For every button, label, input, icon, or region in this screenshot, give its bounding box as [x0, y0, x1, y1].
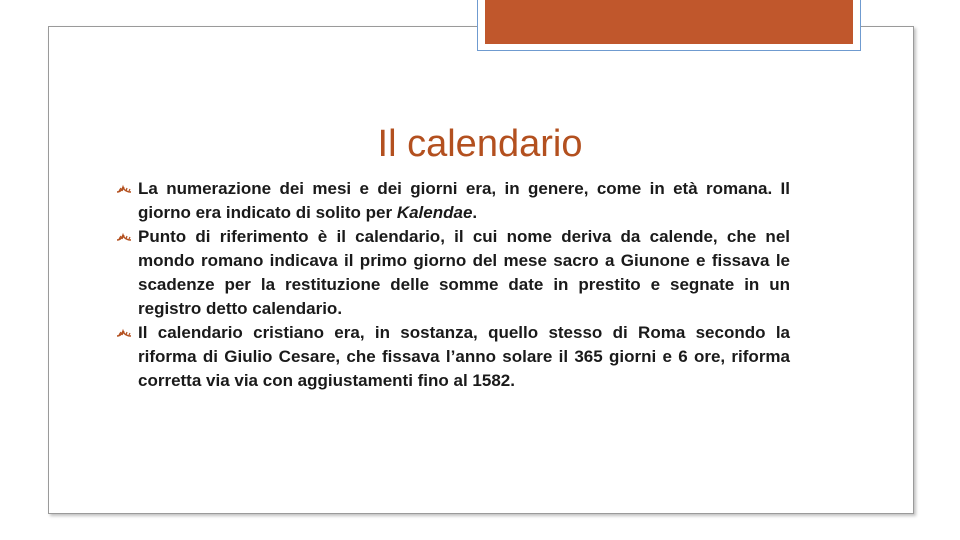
emphasis-kalendae: Kalendae	[396, 203, 473, 222]
bullet-list	[116, 177, 790, 393]
bullet-text-3: Il calendario cristiano era, in sostanza, quello stesso di Roma secondo la riforma di Giulio Cesare, che fissava l’anno solare il 365 giorni e 6 ore, riforma corretta via via con aggiustamenti fino al 1582.	[138, 323, 790, 390]
bullet-item-1	[116, 177, 790, 225]
leaf-scroll-icon	[116, 327, 132, 339]
bullet-text-1: La numerazione dei mesi e dei giorni era, in genere, come in età romana. Il giorno era indicato di solito per Kalendae.	[138, 179, 790, 222]
top-accent-tab	[477, 0, 861, 51]
leaf-scroll-icon	[116, 231, 132, 243]
bullet-item-2	[116, 225, 790, 321]
slide-title: Il calendario	[377, 123, 583, 165]
bullet-text-2: Punto di riferimento è il calendario, il cui nome deriva da calende, che nel mondo romano indicava il primo giorno del mese sacro a Giunone e fissava le scadenze per la restituzione delle somme date in prestito e segnate in un registro detto calendario.	[138, 227, 790, 318]
bullet-item-3	[116, 321, 790, 393]
leaf-scroll-icon	[116, 183, 132, 195]
top-accent-bar	[485, 0, 853, 44]
